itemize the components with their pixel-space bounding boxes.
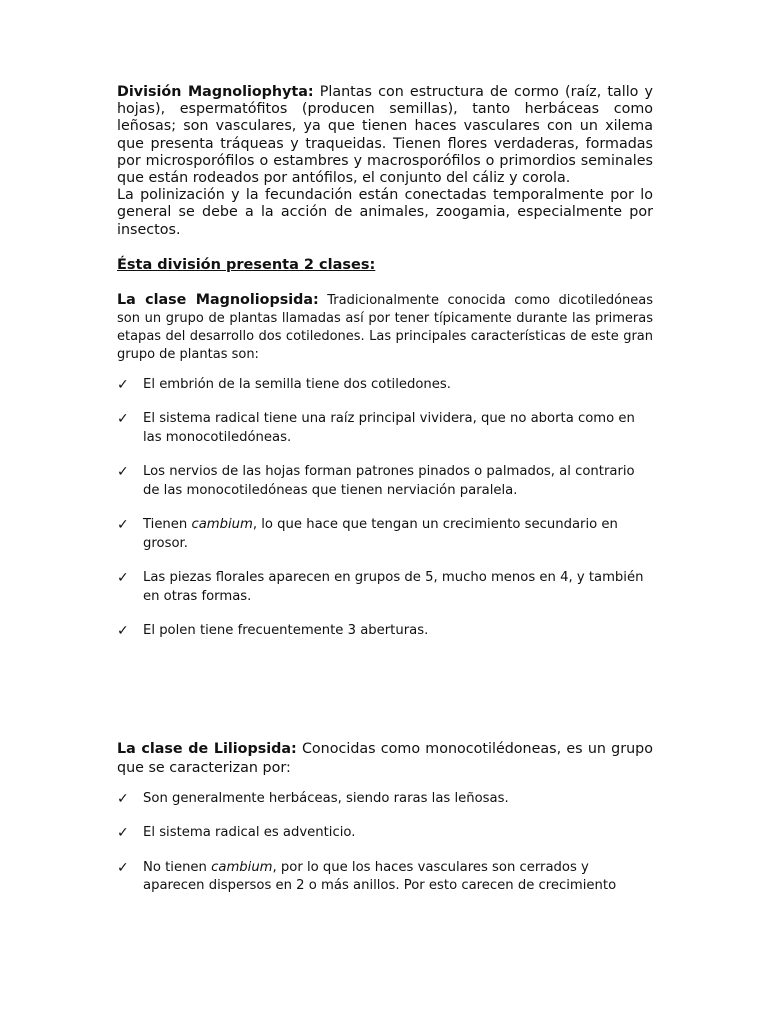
list-item-text: Las piezas florales aparecen en grupos de 5, mucho menos en 4, y también en otras formas. <box>143 570 644 604</box>
check-icon: ✓ <box>117 790 129 807</box>
list-item-emphasis: cambium <box>211 859 273 875</box>
liliopsida-text: Conocidas como monocotilédoneas, es un grupo que se caracterizan por: <box>117 740 654 776</box>
liliopsida-section <box>117 740 653 896</box>
list-item <box>117 622 653 641</box>
list-item-text: , lo que hace que tengan un crecimiento secundario en grosor. <box>143 517 618 551</box>
list-item <box>117 859 653 896</box>
division-paragraph <box>117 84 653 187</box>
magnoliopsida-paragraph <box>117 291 653 364</box>
list-item <box>117 463 653 500</box>
liliopsida-paragraph <box>117 740 653 778</box>
list-item <box>117 410 653 447</box>
list-item-emphasis: cambium <box>191 517 253 533</box>
list-item-text: Son generalmente herbáceas, siendo raras las leñosas. <box>143 790 509 806</box>
list-item-text: El polen tiene frecuentemente 3 aberturas. <box>143 623 429 639</box>
list-item <box>117 516 653 553</box>
list-item-text: El sistema radical es adventicio. <box>143 825 356 841</box>
list-item-text: El sistema radical tiene una raíz principal vividera, que no aborta como en las monocotiledóneas. <box>143 411 635 445</box>
check-icon: ✓ <box>117 623 129 640</box>
liliopsida-heading: La clase de Liliopsida: <box>117 740 297 757</box>
list-item <box>117 569 653 606</box>
classes-title: Ésta división presenta 2 clases: <box>117 256 376 273</box>
list-item-text: , por lo que los haces vasculares son cerrados y aparecen dispersos en 2 o más anillos. Por esto carecen de crecimiento <box>143 859 617 894</box>
document-page <box>117 84 653 896</box>
pollination-paragraph: La polinización y la fecundación están conectadas temporalmente por lo general se debe a la acción de animales, zoogamia, especialmente por insectos. <box>117 187 653 238</box>
spacer <box>117 641 653 723</box>
list-item <box>117 376 653 395</box>
check-icon: ✓ <box>117 825 129 842</box>
list-item-text: Tienen <box>143 517 192 533</box>
check-icon: ✓ <box>117 859 129 876</box>
list-item-text: No tienen <box>143 859 212 875</box>
magnoliopsida-heading: La clase Magnoliopsida: <box>117 291 319 308</box>
liliopsida-list <box>117 790 653 896</box>
check-icon: ✓ <box>117 570 129 587</box>
list-item-text: Los nervios de las hojas forman patrones pinados o palmados, al contrario de las monocotiledóneas que tienen nerviación paralela. <box>143 464 635 498</box>
check-icon: ✓ <box>117 411 129 428</box>
magnoliopsida-section <box>117 291 653 641</box>
division-heading: División Magnoliophyta: <box>117 84 314 100</box>
list-item <box>117 790 653 809</box>
check-icon: ✓ <box>117 464 129 481</box>
check-icon: ✓ <box>117 376 129 393</box>
division-text: Plantas con estructura de cormo (raíz, tallo y hojas), espermatófitos (producen semillas), tanto herbáceas como leñosas; son vasculares, ya que tienen haces vasculares con un xilema que presenta tráqueas y traqueidas. Tienen flores verdaderas, formadas por microsporófilos o estambres y macrosporófilos o primordios seminales que están rodeados por antófilos, el conjunto del cáliz y corola. <box>117 84 653 187</box>
list-item-text: El embrión de la semilla tiene dos cotiledones. <box>143 376 451 392</box>
magnoliopsida-list <box>117 376 653 641</box>
magnoliopsida-text: Tradicionalmente conocida como dicotiledóneas son un grupo de plantas llamadas así por tener típicamente durante las primeras etapas del desarrollo dos cotiledones. Las principales características de este gran grupo de plantas son: <box>117 292 654 362</box>
list-item <box>117 824 653 843</box>
check-icon: ✓ <box>117 517 129 534</box>
